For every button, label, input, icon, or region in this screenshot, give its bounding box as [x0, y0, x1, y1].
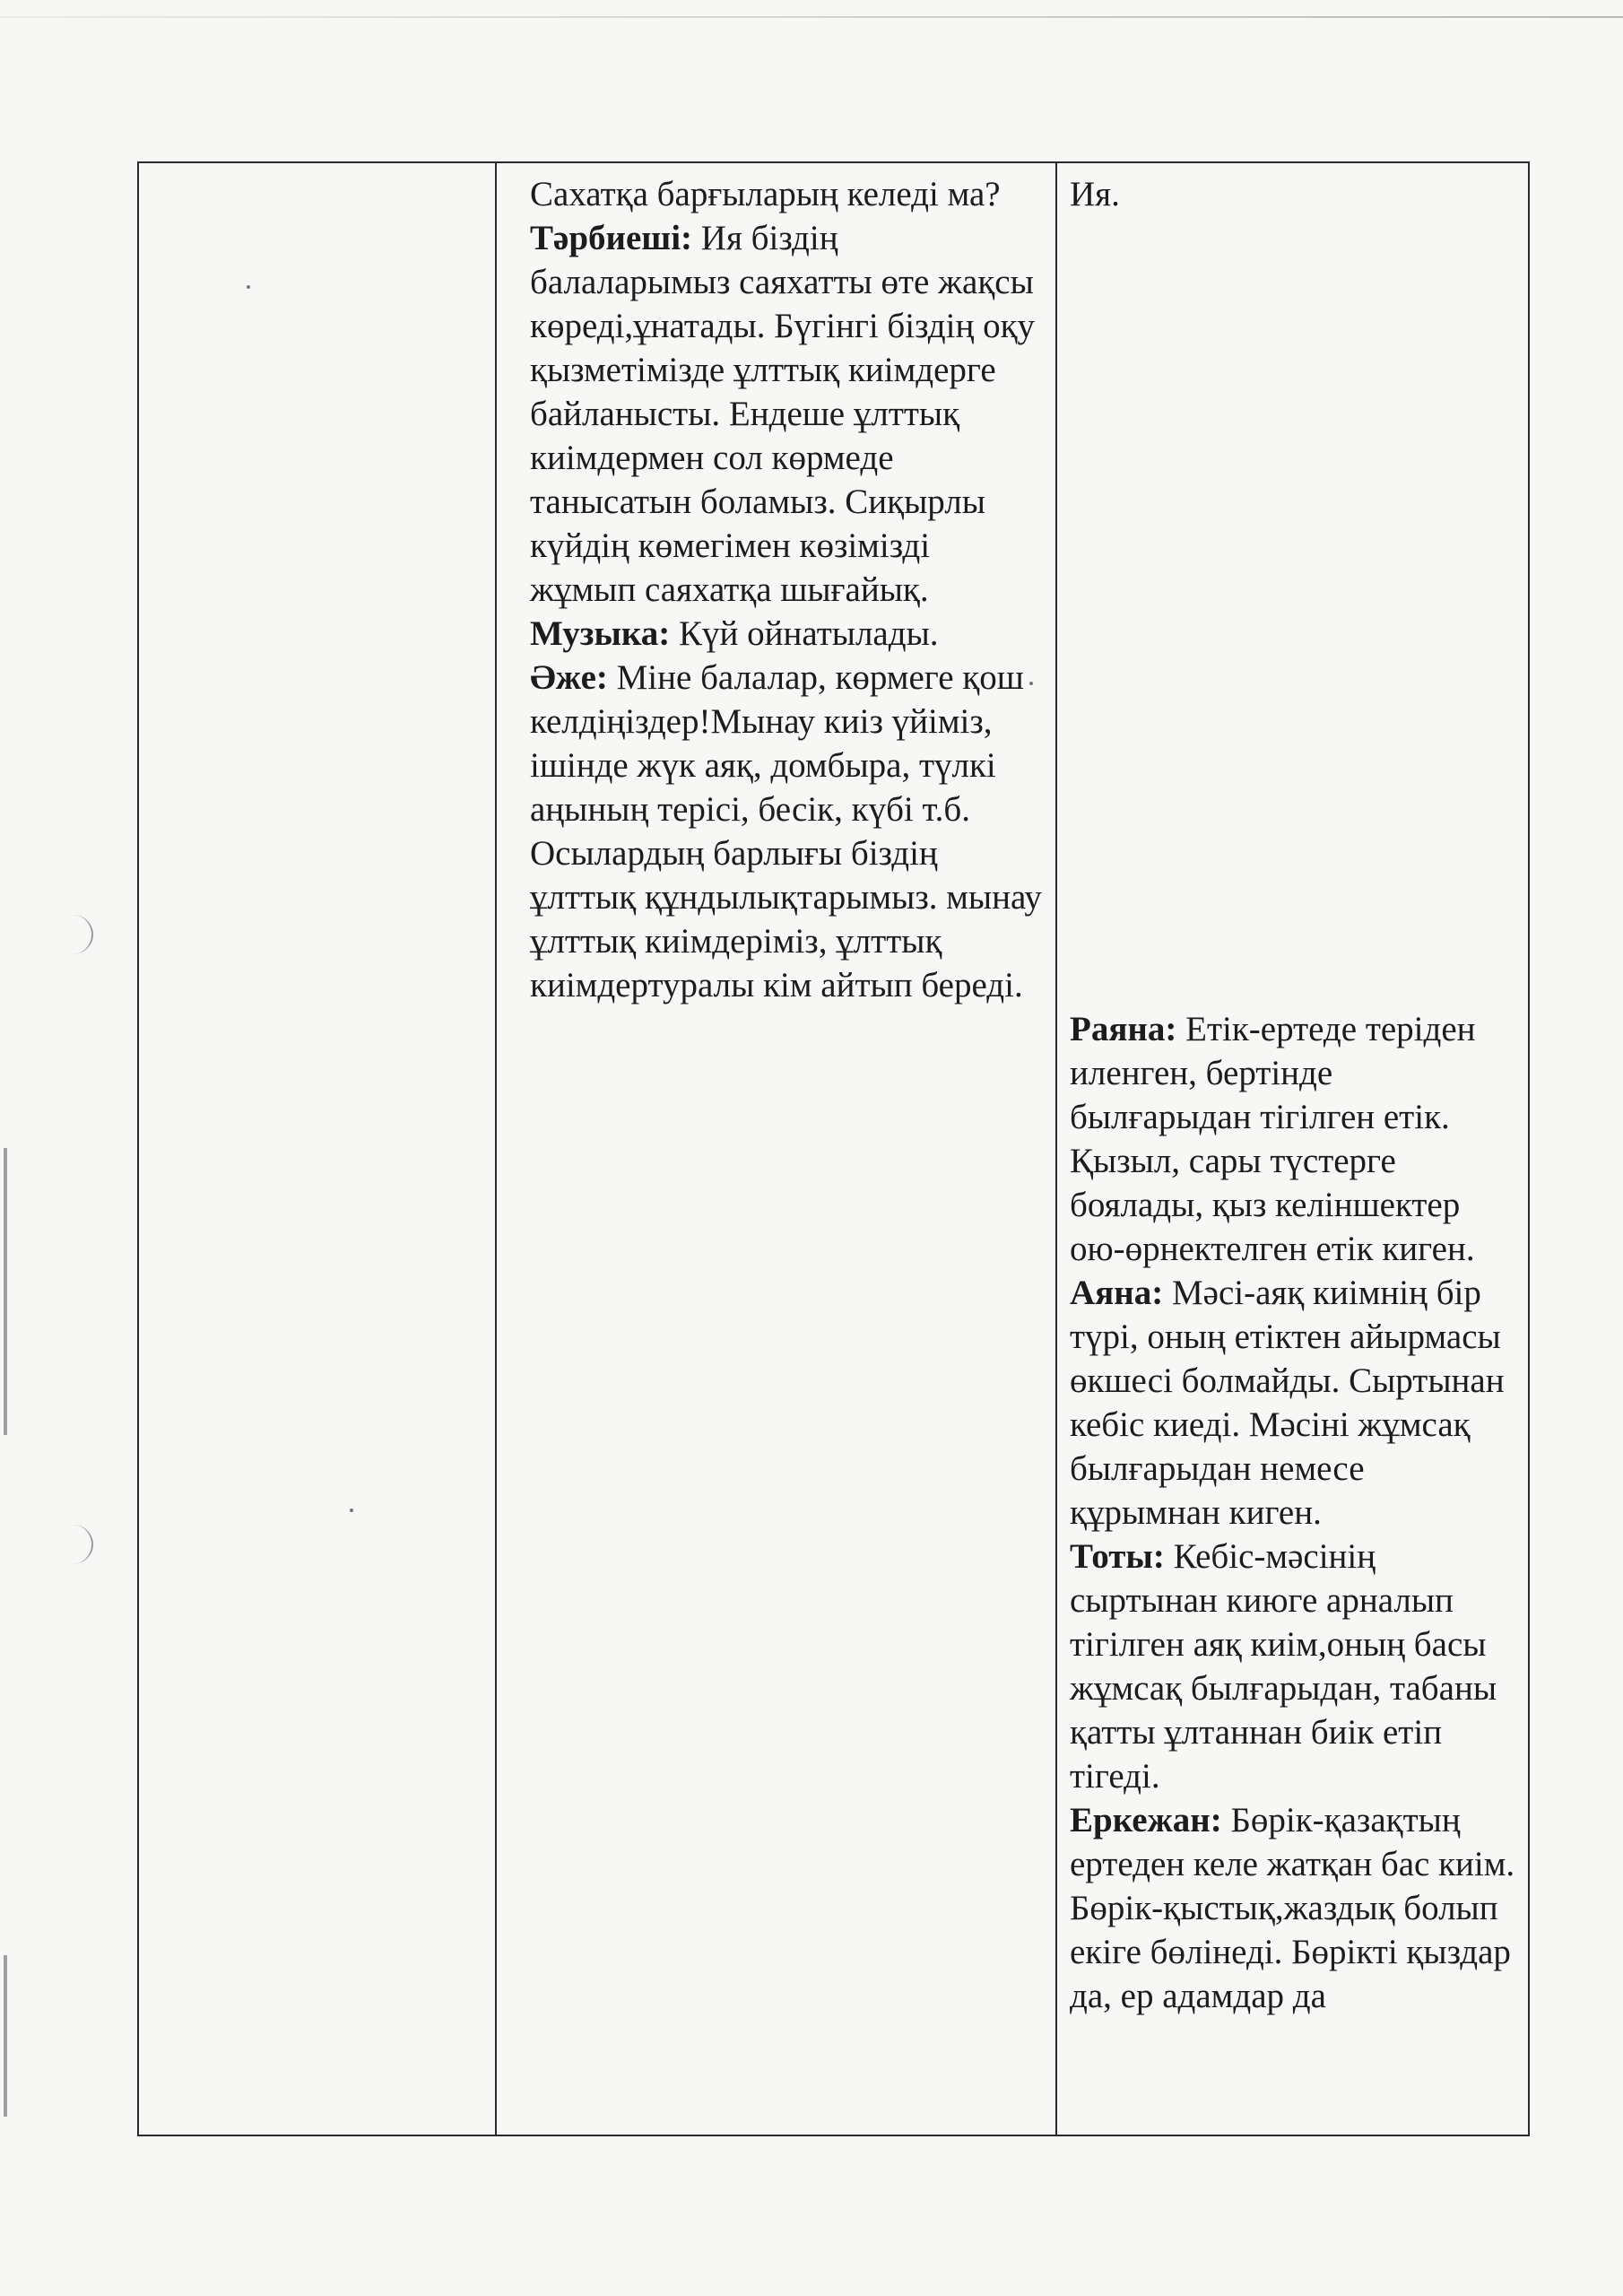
table-row — [138, 162, 1529, 2135]
speaker-label: Тоты: — [1070, 1537, 1165, 1576]
speaker-label: Тәрбиеші: — [530, 219, 693, 257]
entry-text: Етік-ертеде теріден иленген, бертінде былғарыдан тігілген етік. Қызыл, сары түстерге боялады, қыз келіншектер ою-өрнектелген етік киген. — [1070, 1010, 1476, 1268]
scan-edge-line — [0, 16, 1623, 18]
line-text: Міне балалар, көрмеге қош келдіңіздер!Мынау киіз үйіміз, ішінде жүк аяқ, домбыра, түлкі аңының терісі, бесік, күбі т.б. Осылардың барлығы біздің ұлттық құндылықтарымыз. мынау ұлттық киімдеріміз, ұлттық киімдертуралы кім айтып береді. — [530, 658, 1042, 1004]
dialogue-cell — [496, 162, 1056, 2135]
line-text: Күй ойнатылады. — [670, 614, 939, 653]
line-text: Сахатқа барғыларың келеді ма? — [530, 175, 1001, 213]
punch-hole-lower — [52, 1525, 93, 1564]
binder-shadow — [4, 1148, 7, 1435]
entry-text: Кебіс-мәсінің сыртынан киюге арналып тігілген аяқ киім,оның басы жұмсақ былғарыдан, табаны қатты ұлтаннан биік етіп тігеді. — [1070, 1537, 1497, 1796]
response-entry — [1070, 1535, 1519, 1798]
dialogue-text — [497, 163, 1055, 1007]
answer-gap — [1070, 216, 1519, 1007]
punch-hole-upper — [52, 915, 93, 954]
speaker-label: Еркежан: — [1070, 1801, 1222, 1839]
stage-cell — [138, 162, 496, 2135]
speaker-label: Аяна: — [1070, 1274, 1164, 1312]
response-text — [1057, 163, 1528, 2018]
speaker-label: Раяна: — [1070, 1010, 1177, 1048]
dialogue-line — [530, 612, 1045, 656]
speaker-label: Музыка: — [530, 614, 671, 653]
first-answer: Ия. — [1070, 175, 1120, 213]
response-entry — [1070, 1007, 1519, 1271]
binder-shadow-lower — [4, 1955, 7, 2117]
response-entry — [1070, 1798, 1519, 2018]
response-entry — [1070, 1271, 1519, 1535]
line-text: Ия біздің балаларымыз саяхатты өте жақсы көреді,ұнатады. Бүгінгі біздің оқу қызметімізде ұлттық киімдерге байланысты. Ендеше ұлттық киімдермен сол көрмеде танысатын боламыз. Сиқырлы күйдің көмегімен көзімізді жұмып саяхатқа шығайық. — [530, 219, 1036, 609]
dialogue-line — [530, 656, 1045, 1007]
lesson-table — [137, 161, 1530, 2136]
dialogue-line — [530, 216, 1045, 612]
response-cell — [1056, 162, 1529, 2135]
dialogue-line — [530, 172, 1045, 216]
entry-text: Бөрік-қазақтың ертеден келе жатқан бас киім. Бөрік-қыстық,жаздық болып екіге бөлінеді. Бөрікті қыздар да, ер адамдар да — [1070, 1801, 1515, 2015]
speaker-label: Әже: — [530, 658, 608, 697]
entry-text: Мәсі-аяқ киімнің бір түрі, оның етіктен айырмасы өкшесі болмайды. Сыртынан кебіс киеді. Мәсіні жұмсақ былғарыдан немесе құрымнан киген. — [1070, 1274, 1505, 1532]
